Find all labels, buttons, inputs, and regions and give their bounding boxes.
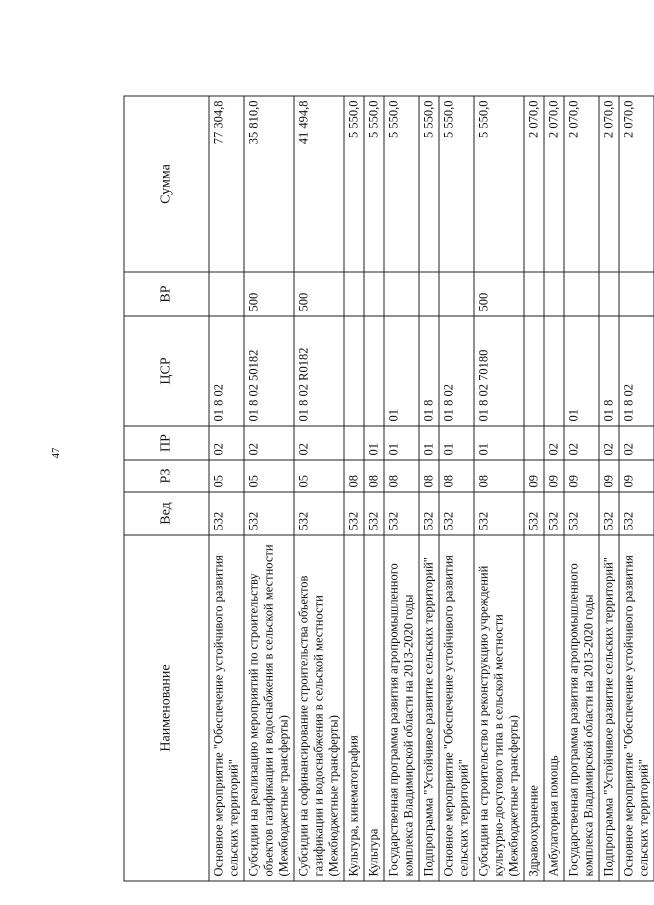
row-sum: 77 304,8: [209, 96, 244, 272]
row-csr: 01 8 02: [439, 316, 474, 426]
row-csr: [364, 316, 384, 426]
table-row: [599, 96, 619, 881]
row-rz: 05: [209, 460, 244, 492]
row-rz: 08: [439, 460, 474, 492]
col-header-rz: РЗ: [124, 460, 209, 492]
row-ved: 532: [599, 492, 619, 535]
row-vr: [599, 272, 619, 316]
col-header-ved: Вед: [124, 492, 209, 535]
row-name: Субсидии на софинансирование строительства объектов газификации и водоснабжения в сельской местности (Межбюджетные трансферты): [294, 535, 344, 881]
row-csr: 01 8 02 R0182: [294, 316, 344, 426]
row-name: Государственная программа развития агропромышленного комплекса Владимирской области на 2013-2020 годы: [564, 535, 599, 881]
table-row: [564, 96, 599, 881]
row-name: Подпрограмма "Устойчивое развитие сельских территорий": [419, 535, 439, 881]
row-name: Основное мероприятие "Обеспечение устойчивого развития сельских территорий": [209, 535, 244, 881]
row-pr: 02: [599, 426, 619, 460]
row-sum: 5 550,0: [419, 96, 439, 272]
row-pr: 01: [474, 426, 524, 460]
row-vr: [439, 272, 474, 316]
table-row: [524, 96, 544, 881]
row-pr: [524, 426, 544, 460]
budget-table: [123, 96, 654, 882]
row-vr: [384, 272, 419, 316]
row-name: Культура: [364, 535, 384, 881]
row-name: Амбулаторная помощь: [544, 535, 564, 881]
row-ved: 532: [294, 492, 344, 535]
row-name: Культура, кинематография: [344, 535, 364, 881]
row-pr: 01: [364, 426, 384, 460]
row-csr: [524, 316, 544, 426]
row-rz: 09: [564, 460, 599, 492]
row-sum: 2 070,0: [619, 96, 654, 272]
row-vr: [344, 272, 364, 316]
row-rz: 08: [419, 460, 439, 492]
row-name: Подпрограмма "Устойчивое развитие сельских территорий": [599, 535, 619, 881]
table-row: [209, 96, 244, 881]
row-csr: 01: [384, 316, 419, 426]
table-row: [344, 96, 364, 881]
row-sum: 5 550,0: [384, 96, 419, 272]
row-name: Субсидии на строительство и реконструкцию учреждений культурно-досугового типа в сельской местности (Межбюджетные трансферты): [474, 535, 524, 881]
row-rz: 05: [294, 460, 344, 492]
row-csr: [344, 316, 364, 426]
row-rz: 09: [599, 460, 619, 492]
table-row: [474, 96, 524, 881]
rotated-table-container: [123, 97, 650, 882]
row-csr: 01 8: [419, 316, 439, 426]
row-sum: 35 810,0: [244, 96, 294, 272]
row-pr: 01: [439, 426, 474, 460]
row-vr: 500: [474, 272, 524, 316]
row-pr: 02: [619, 426, 654, 460]
row-vr: [619, 272, 654, 316]
row-ved: 532: [564, 492, 599, 535]
row-sum: 2 070,0: [564, 96, 599, 272]
table-row: [419, 96, 439, 881]
row-name: Основное мероприятие "Обеспечение устойчивого развития сельских территорий": [619, 535, 654, 881]
row-sum: 2 070,0: [544, 96, 564, 272]
row-ved: 532: [419, 492, 439, 535]
row-ved: 532: [474, 492, 524, 535]
row-pr: 02: [564, 426, 599, 460]
row-ved: 532: [209, 492, 244, 535]
row-sum: 2 070,0: [599, 96, 619, 272]
col-header-vr: ВР: [124, 272, 209, 316]
row-pr: 02: [544, 426, 564, 460]
col-header-sum: Сумма: [124, 96, 209, 272]
page-number: 47: [50, 447, 62, 459]
table-row: [384, 96, 419, 881]
row-sum: 41 494,8: [294, 96, 344, 272]
row-pr: 02: [244, 426, 294, 460]
table-row: [294, 96, 344, 881]
row-vr: [209, 272, 244, 316]
row-csr: 01 8 02 50182: [244, 316, 294, 426]
row-vr: [419, 272, 439, 316]
row-csr: 01 8 02 70180: [474, 316, 524, 426]
row-vr: 500: [244, 272, 294, 316]
row-ved: 532: [384, 492, 419, 535]
table-row: [619, 96, 654, 881]
row-ved: 532: [244, 492, 294, 535]
row-csr: 01 8: [599, 316, 619, 426]
row-sum: 2 070,0: [524, 96, 544, 272]
row-ved: 532: [364, 492, 384, 535]
row-csr: 01 8 02: [209, 316, 244, 426]
row-rz: 09: [524, 460, 544, 492]
row-csr: 01 8 02: [619, 316, 654, 426]
row-pr: 01: [419, 426, 439, 460]
row-vr: [544, 272, 564, 316]
row-ved: 532: [439, 492, 474, 535]
row-vr: [524, 272, 544, 316]
row-pr: 02: [209, 426, 244, 460]
row-sum: 5 550,0: [344, 96, 364, 272]
table-header-row: [124, 96, 209, 881]
row-rz: 08: [474, 460, 524, 492]
col-header-pr: ПР: [124, 426, 209, 460]
row-sum: 5 550,0: [474, 96, 524, 272]
row-ved: 532: [619, 492, 654, 535]
row-rz: 08: [364, 460, 384, 492]
table-row: [544, 96, 564, 881]
table-row: [439, 96, 474, 881]
table-row: [244, 96, 294, 881]
row-ved: 532: [544, 492, 564, 535]
row-ved: 532: [524, 492, 544, 535]
row-vr: [564, 272, 599, 316]
table-row: [364, 96, 384, 881]
row-name: Государственная программа развития агропромышленного комплекса Владимирской области на 2013-2020 годы: [384, 535, 419, 881]
row-name: Здравоохранение: [524, 535, 544, 881]
row-sum: 5 550,0: [439, 96, 474, 272]
row-sum: 5 550,0: [364, 96, 384, 272]
col-header-csr: ЦСР: [124, 316, 209, 426]
row-rz: 08: [344, 460, 364, 492]
row-pr: 01: [384, 426, 419, 460]
row-csr: [544, 316, 564, 426]
row-rz: 05: [244, 460, 294, 492]
row-name: Основное мероприятие "Обеспечение устойчивого развития сельских территорий": [439, 535, 474, 881]
row-rz: 09: [619, 460, 654, 492]
row-pr: 02: [294, 426, 344, 460]
row-ved: 532: [344, 492, 364, 535]
row-pr: [344, 426, 364, 460]
row-vr: [364, 272, 384, 316]
row-rz: 09: [544, 460, 564, 492]
row-vr: 500: [294, 272, 344, 316]
row-csr: 01: [564, 316, 599, 426]
col-header-name: Наименование: [124, 535, 209, 881]
row-name: Субсидии на реализацию мероприятий по строительству объектов газификации и водоснабжения в сельской местности (Межбюджетные трансферты): [244, 535, 294, 881]
row-rz: 08: [384, 460, 419, 492]
